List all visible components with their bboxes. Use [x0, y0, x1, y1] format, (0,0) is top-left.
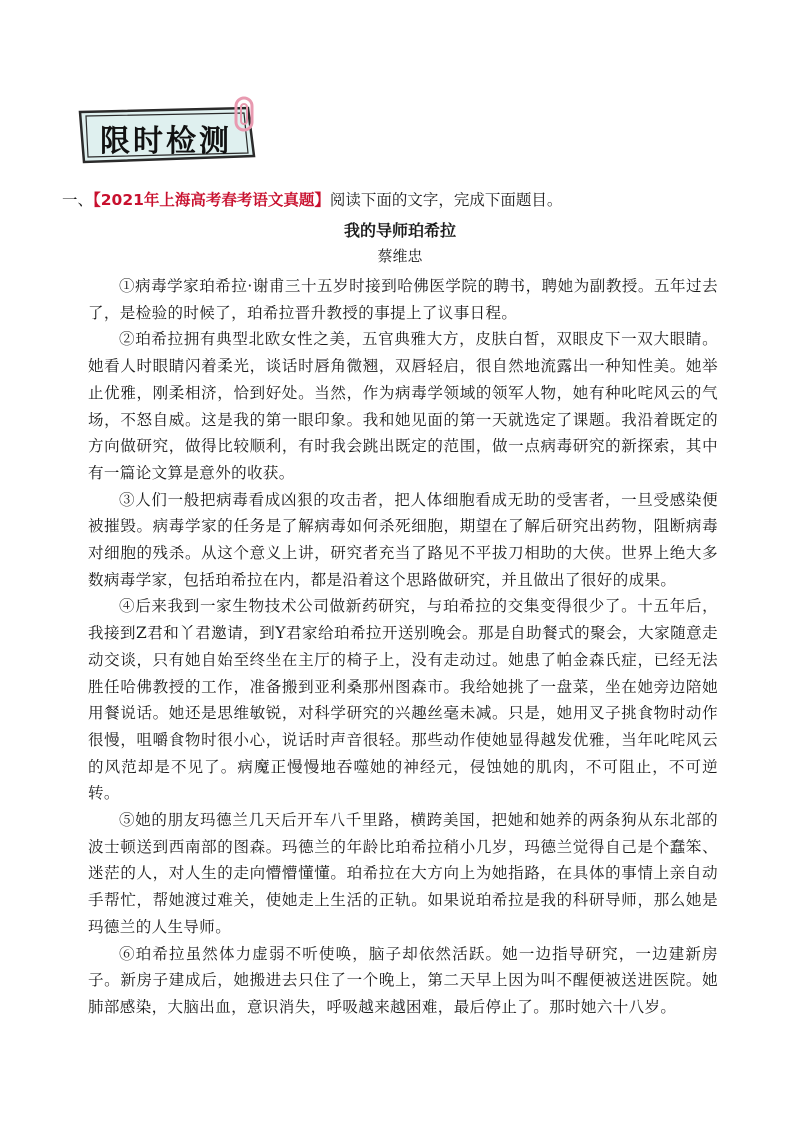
- question-heading: [62, 188, 562, 212]
- article-body: [88, 273, 718, 1021]
- paragraph-1: ①病毒学家珀希拉·谢甫三十五岁时接到哈佛医学院的聘书，聘她为副教授。五年过去了，是检验的时候了，珀希拉晋升教授的事提上了议事日程。: [88, 277, 718, 322]
- section-banner: [76, 106, 258, 164]
- paragraph-6: ⑥珀希拉虽然体力虚弱不听使唤，脑子却依然活跃。她一边指导研究，一边建新房子。新房子建成后，她搬进去只住了一个晚上，第二天早上因为叫不醒便被送进医院。她肺部感染，大脑出血，意识消失，呼吸越来越困难，最后停止了。那时她六十八岁。: [88, 944, 718, 1016]
- question-number: 一、: [62, 191, 94, 209]
- banner-title: 限时检测: [100, 124, 232, 159]
- paragraph-3: ③人们一般把病毒看成凶狠的攻击者，把人体细胞看成无助的受害者，一旦受感染便被摧毁。病毒学家的任务是了解病毒如何杀死细胞，期望在了解后研究出药物，阻断病毒对细胞的残杀。从这个意义上讲，研究者充当了路见不平拔刀相助的大侠。世界上绝大多数病毒学家，包括珀希拉在内，都是沿着这个思路做研究，并且做出了很好的成果。: [88, 490, 718, 589]
- article-title: 我的导师珀希拉: [343, 221, 456, 240]
- question-instruction: 阅读下面的文字，完成下面题目。: [329, 191, 563, 209]
- exam-source-tag: 【2021年上海高考春考语文真题】: [93, 191, 330, 209]
- paragraph-4: ④后来我到一家生物技术公司做新药研究，与珀希拉的交集变得很少了。十五年后，我接到Z君和丫君邀请，到Y君家给珀希拉开送别晚会。那是自助餐式的聚会，大家随意走动交谈，只有她自始至终坐在主厅的椅子上，没有走动过。她患了帕金森氏症，已经无法胜任哈佛教授的工作，准备搬到亚利桑那州图森市。我给她挑了一盘菜，坐在她旁边陪她用餐说话。她还是思维敏锐，对科学研究的兴趣丝毫未减。只是，她用叉子挑食物时动作很慢，咀嚼食物时很小心，说话时声音很轻。那些动作使她显得越发优雅，当年叱咤风云的风范却是不见了。病魔正慢慢地吞噬她的神经元，侵蚀她的肌肉，不可阻止，不可逆转。: [88, 597, 718, 803]
- paragraph-5: ⑤她的朋友玛德兰几天后开车八千里路，横跨美国，把她和她养的两条狗从东北部的波士顿送到西南部的图森。玛德兰的年龄比珀希拉稍小几岁，玛德兰觉得自己是个蠢笨、迷茫的人，对人生的走向懵懵懂懂。珀希拉在大方向上为她指路，在具体的事情上亲自动手帮忙，帮她渡过难关，使她走上生活的正轨。如果说珀希拉是我的科研导师，那么她是玛德兰的人生导师。: [88, 811, 718, 936]
- article-author: 蔡维忠: [377, 247, 423, 265]
- paragraph-2: ②珀希拉拥有典型北欧女性之美，五官典雅大方，皮肤白皙，双眼皮下一双大眼睛。她看人时眼睛闪着柔光，谈话时唇角微翘，双唇轻启，很自然地流露出一种知性美。她举止优雅，刚柔相济，恰到好处。当然，作为病毒学领域的领军人物，她有种叱咤风云的气场，不怒自威。这是我的第一眼印象。我和她见面的第一天就选定了课题。我沿着既定的方向做研究，做得比较顺利，有时我会跳出既定的范围，做一点病毒研究的新探索，其中有一篇论文算是意外的收获。: [88, 330, 718, 482]
- paper-clip-icon: [232, 96, 258, 136]
